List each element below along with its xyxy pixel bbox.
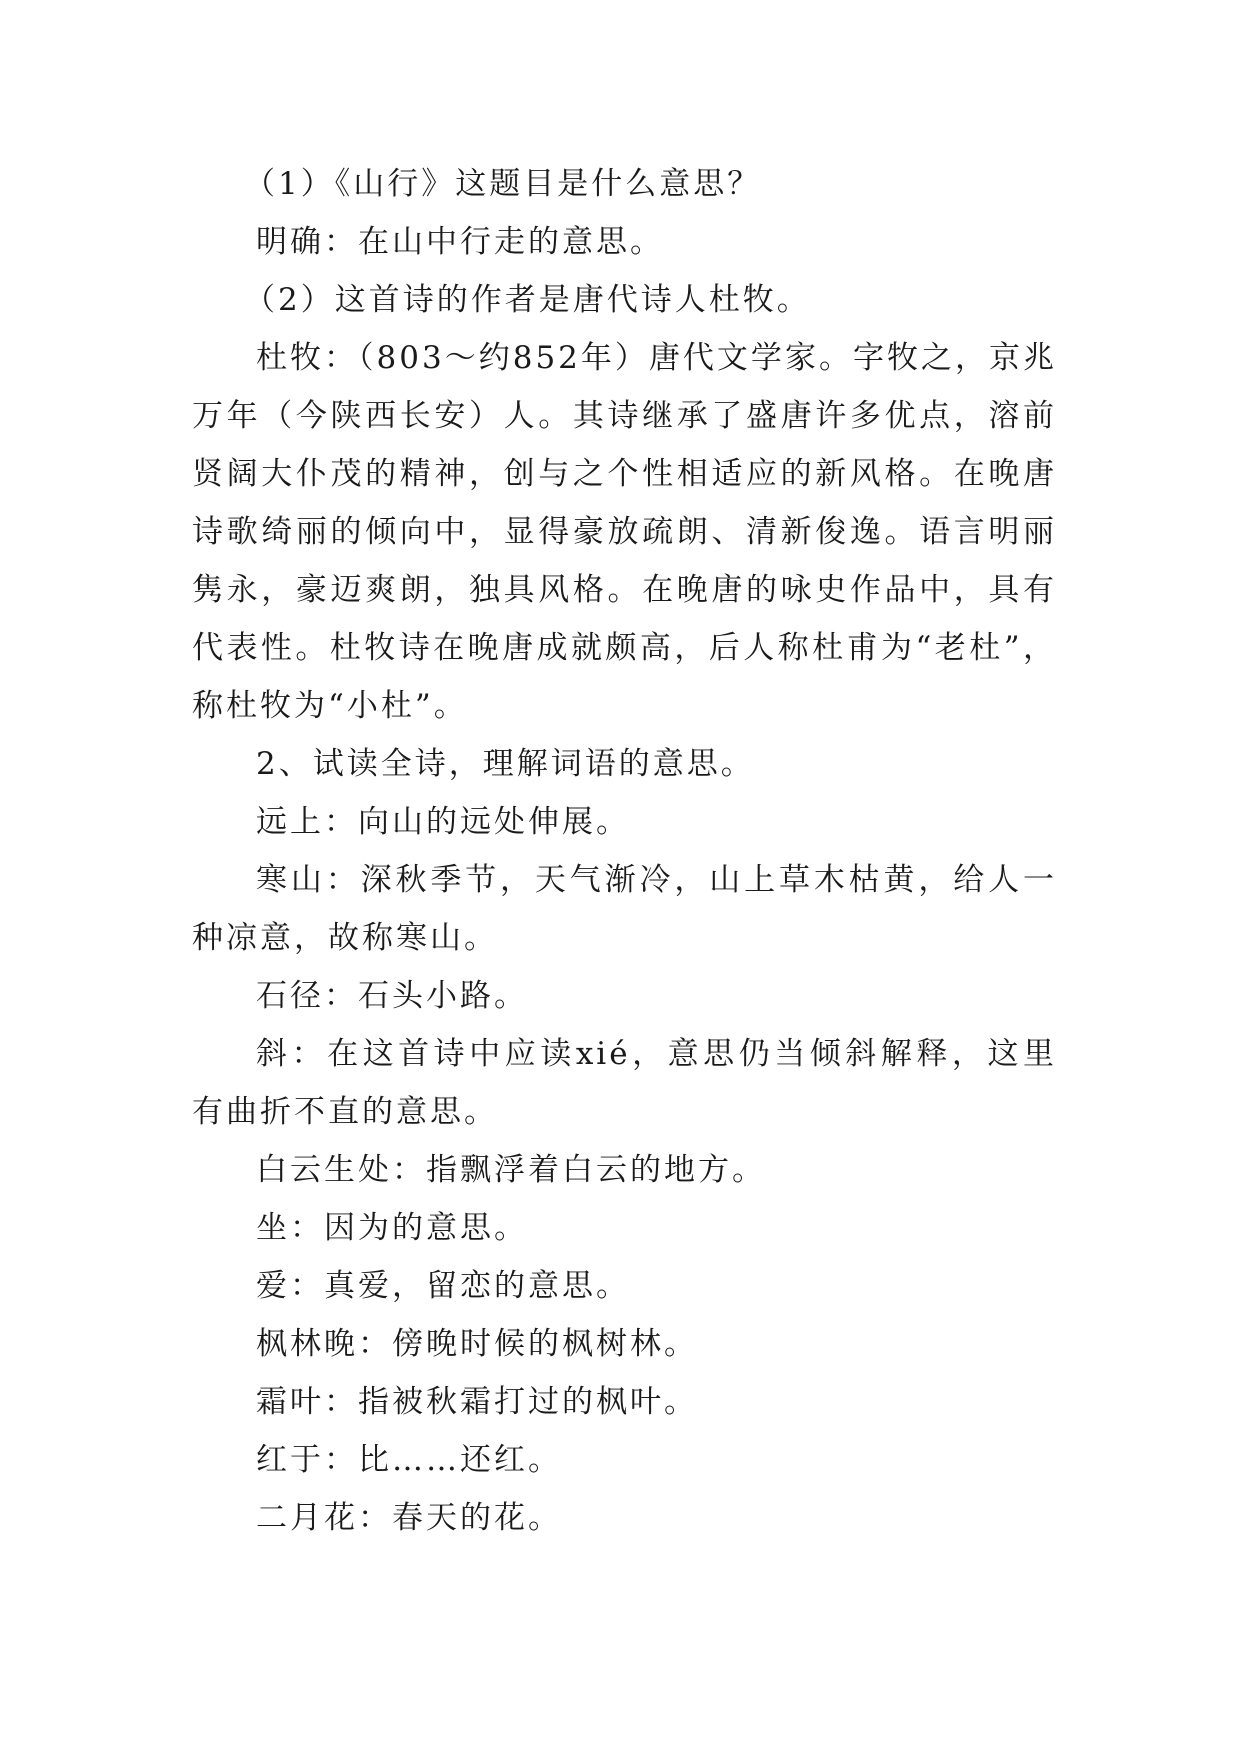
- vocab-yuanshang: 远上：向山的远处伸展。: [256, 804, 630, 840]
- vocab-baiyunshengchu: 白云生处：指飘浮着白云的地方。: [256, 1152, 766, 1188]
- answer-title-meaning: 明确：在山中行走的意思。: [256, 224, 664, 260]
- vocab-hanshan: 寒山：深秋季节，天气渐冷，山上草木枯黄，给人一种凉意，故称寒山。: [192, 862, 1057, 956]
- vocab-eryuehua: 二月花：春天的花。: [256, 1500, 562, 1536]
- vocab-zuo: 坐：因为的意思。: [256, 1210, 528, 1246]
- document-body: [192, 155, 1057, 1547]
- section-vocabulary-heading: 2、试读全诗，理解词语的意思。: [256, 746, 755, 782]
- vocab-ai: 爱：真爱，留恋的意思。: [256, 1268, 630, 1304]
- vocab-fenglinwan: 枫林晚：傍晚时候的枫树林。: [256, 1326, 698, 1362]
- vocab-shuangye: 霜叶：指被秋霜打过的枫叶。: [256, 1384, 698, 1420]
- vocab-xie: 斜：在这首诗中应读xié，意思仍当倾斜解释，这里有曲折不直的意思。: [192, 1036, 1057, 1130]
- author-biography: 杜牧：（803～约852年）唐代文学家。字牧之，京兆万年（今陕西长安）人。其诗继承了盛唐许多优点，溶前贤阔大仆茂的精神，创与之个性相适应的新风格。在晚唐诗歌绮丽的倾向中，显得豪放疏朗、清新俊逸。语言明丽隽永，豪迈爽朗，独具风格。在晚唐的咏史作品中，具有代表性。杜牧诗在晚唐成就颇高，后人称杜甫为“老杜”，称杜牧为“小杜”。: [192, 340, 1057, 724]
- question-author: （2）这首诗的作者是唐代诗人杜牧。: [244, 282, 811, 318]
- question-title-meaning: （1）《山行》这题目是什么意思？: [244, 166, 762, 202]
- vocab-shijing: 石径：石头小路。: [256, 978, 528, 1014]
- vocab-hongyu: 红于：比……还红。: [256, 1442, 562, 1478]
